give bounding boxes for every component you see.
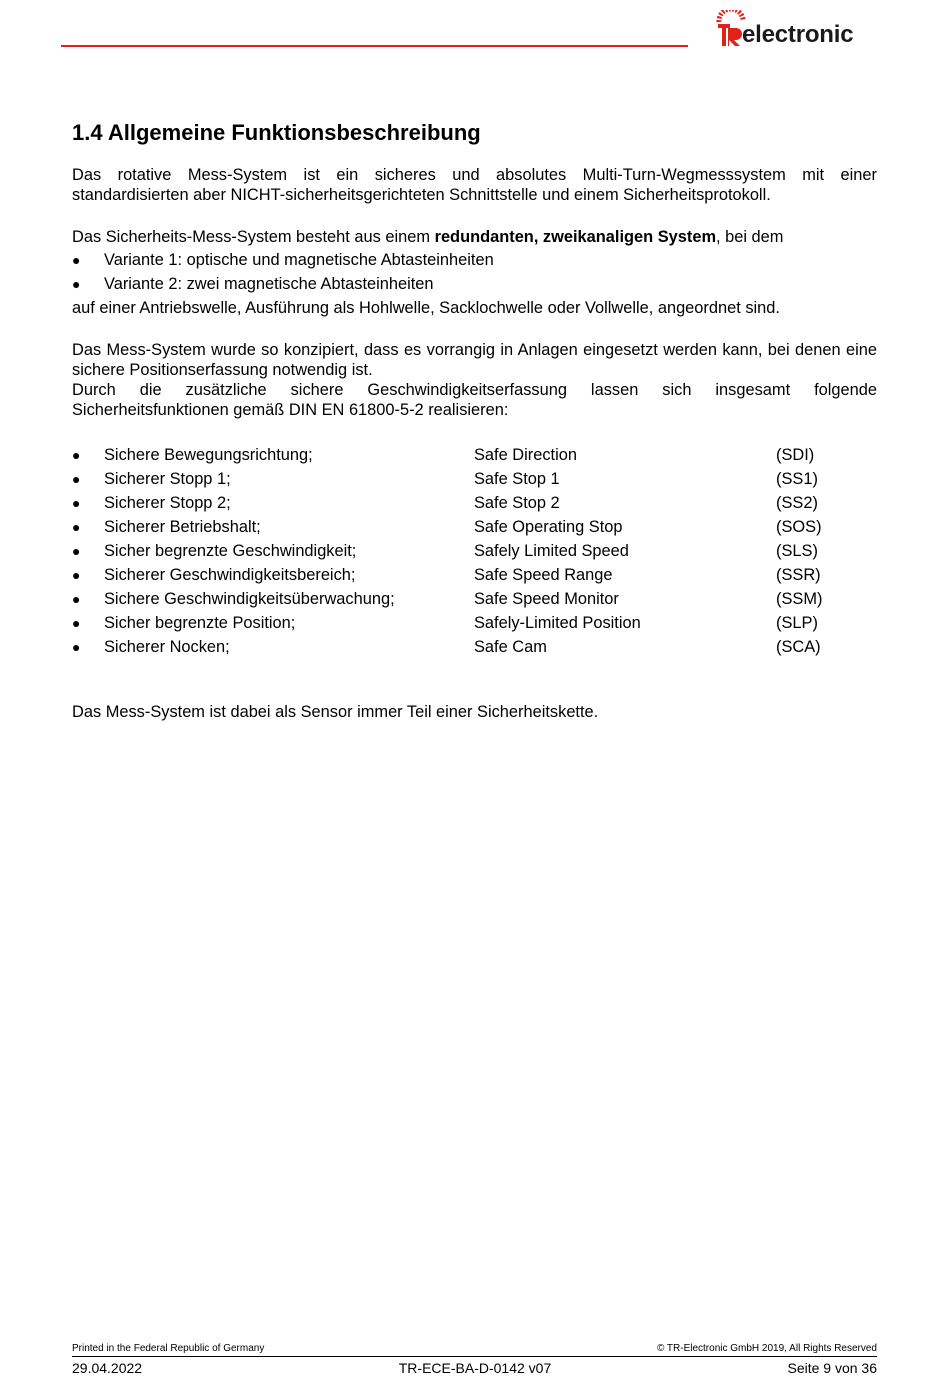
- bullet-icon: ●: [72, 495, 81, 511]
- function-name-de: Sicher begrenzte Position;: [104, 614, 296, 632]
- function-name-en: Safely-Limited Position: [474, 614, 641, 632]
- bullet-icon: ●: [72, 591, 81, 607]
- bullet-icon: ●: [72, 447, 81, 463]
- function-abbreviation: (SLP): [776, 614, 818, 632]
- footer-copyright: © TR-Electronic GmbH 2019, All Rights Reserved: [656, 1343, 877, 1354]
- bullet-icon: ●: [72, 615, 81, 631]
- function-name-en: Safe Cam: [474, 638, 547, 656]
- function-name-de: Sicherer Betriebshalt;: [104, 518, 261, 536]
- bullet-icon: ●: [72, 639, 81, 655]
- footer-doc-id: TR-ECE-BA-D-0142 v07: [398, 1360, 552, 1376]
- function-name-en: Safe Speed Monitor: [474, 590, 619, 608]
- function-abbreviation: (SOS): [776, 518, 822, 536]
- footer-page-number: Seite 9 von 36: [787, 1360, 877, 1376]
- function-name-de: Sichere Geschwindigkeitsüberwachung;: [104, 590, 395, 608]
- function-name-en: Safe Operating Stop: [474, 518, 623, 536]
- header-rule: [61, 45, 688, 47]
- bullet-icon: ●: [72, 543, 81, 559]
- paragraph-system-bold: redundanten, zweikanaligen System: [434, 228, 717, 246]
- paragraph-functions-intro: Durch die zusätzliche sichere Geschwindigkeitserfassung lassen sich insgesamt folgende Sicherheitsfunktionen gemäß DIN EN 61800-5-2 realisieren:: [72, 381, 877, 419]
- paragraph-system-prefix: Das Sicherheits-Mess-System besteht aus einem: [72, 228, 435, 246]
- function-name-de: Sicherer Stopp 2;: [104, 494, 231, 512]
- function-name-de: Sicherer Nocken;: [104, 638, 230, 656]
- function-abbreviation: (SS1): [776, 470, 818, 488]
- bullet-icon: ●: [72, 471, 81, 487]
- bullet-icon: ●: [72, 252, 81, 268]
- function-name-en: Safe Stop 1: [474, 470, 560, 488]
- function-abbreviation: (SSR): [776, 566, 821, 584]
- function-abbreviation: (SLS): [776, 542, 818, 560]
- function-abbreviation: (SS2): [776, 494, 818, 512]
- function-name-en: Safe Speed Range: [474, 566, 613, 584]
- function-name-en: Safe Direction: [474, 446, 577, 464]
- tr-electronic-logo: [716, 10, 876, 50]
- paragraph-system-suffix: , bei dem: [716, 228, 784, 246]
- variant-text: Variante 2: zwei magnetische Abtasteinheiten: [104, 275, 434, 293]
- footer-printed: Printed in the Federal Republic of Germany: [72, 1343, 265, 1354]
- function-name-de: Sichere Bewegungsrichtung;: [104, 446, 313, 464]
- bullet-icon: ●: [72, 276, 81, 292]
- paragraph-sensor: Das Mess-System ist dabei als Sensor immer Teil einer Sicherheitskette.: [72, 703, 599, 721]
- function-abbreviation: (SCA): [776, 638, 821, 656]
- paragraph-mounting: auf einer Antriebswelle, Ausführung als Hohlwelle, Sacklochwelle oder Vollwelle, angeordnet sind.: [72, 299, 780, 317]
- bullet-icon: ●: [72, 519, 81, 535]
- function-abbreviation: (SDI): [776, 446, 815, 464]
- function-abbreviation: (SSM): [776, 590, 823, 608]
- function-name-de: Sicherer Stopp 1;: [104, 470, 231, 488]
- function-name-de: Sicherer Geschwindigkeitsbereich;: [104, 566, 356, 584]
- function-name-en: Safely Limited Speed: [474, 542, 629, 560]
- footer-rule: [72, 1356, 877, 1357]
- section-heading: 1.4 Allgemeine Funktionsbeschreibung: [72, 120, 481, 145]
- paragraph-concept: Das Mess-System wurde so konzipiert, dass es vorrangig in Anlagen eingesetzt werden kann, bei denen eine sichere Positionserfassung notwendig ist.: [72, 341, 877, 379]
- paragraph-system: [72, 228, 877, 248]
- bullet-icon: ●: [72, 567, 81, 583]
- variant-text: Variante 1: optische und magnetische Abtasteinheiten: [104, 251, 494, 269]
- paragraph-intro: Das rotative Mess-System ist ein sicheres und absolutes Multi-Turn-Wegmesssystem mit einer standardisierten aber NICHT-sicherheitsgerichteten Schnittstelle und einem Sicherheitsprotokoll.: [72, 166, 877, 204]
- function-name-de: Sicher begrenzte Geschwindigkeit;: [104, 542, 357, 560]
- logo-text: electronic: [742, 21, 854, 48]
- function-name-en: Safe Stop 2: [474, 494, 560, 512]
- footer-date: 29.04.2022: [72, 1360, 143, 1376]
